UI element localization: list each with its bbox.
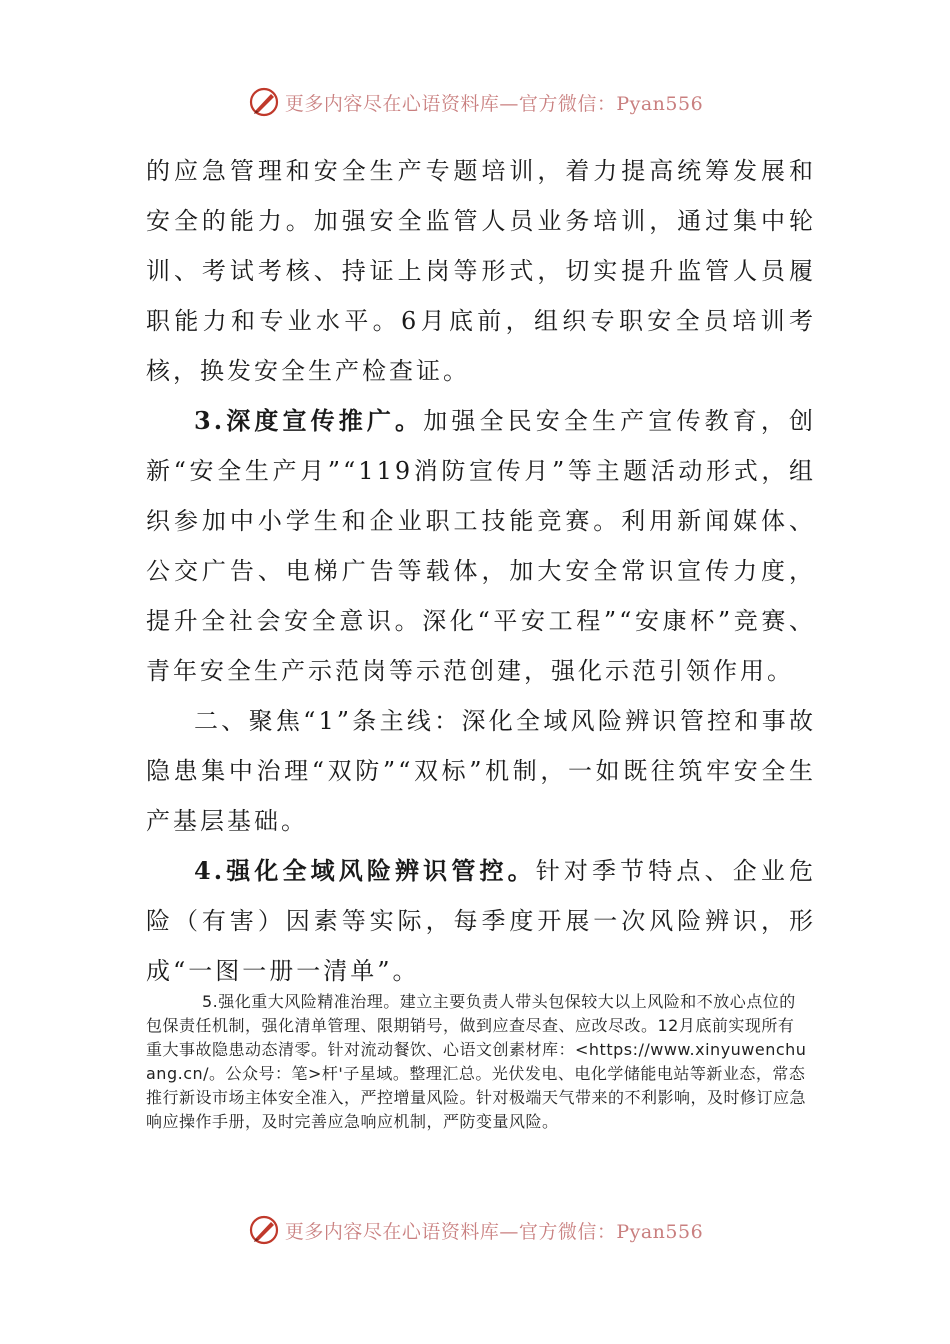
watermark-text: 更多内容尽在心语资料库—官方微信：Pyan556 [284,1220,704,1243]
pen-logo-icon [247,85,281,119]
pen-logo-icon [247,1213,281,1247]
document-body [146,146,816,996]
section-heading-main-line: 二、聚焦“1”条主线：深化全域风险辨识管控和事故隐患集中治理“双防”“双标”机制，一如既往筑牢安全生产基层基础。 [146,707,816,835]
paragraph-publicity-body: 加强全民安全生产宣传教育，创新“安全生产月”“119消防宣传月”等主题活动形式，组织参加中小学生和企业职工技能竞赛。利用新闻媒体、公交广告、电梯广告等载体，加大安全常识宣传力度，提升全社会安全意识。深化“平安工程”“安康杯”竞赛、青年安全生产示范岗等示范创建，强化示范引领作用。 [146,407,817,685]
paragraph-risk-control [146,846,816,996]
watermark-text: 更多内容尽在心语资料库—官方微信：Pyan556 [284,92,704,115]
paragraph-risk-control-heading: 4.强化全域风险辨识管控。 [194,856,536,885]
paragraph-risk-control-body: 针对季节特点、企业危险（有害）因素等实际，每季度开展一次风险辨识，形成“一图一册一清单”。 [146,857,816,985]
header-watermark [0,82,950,122]
paragraph-major-risk-small: 5.强化重大风险精准治理。建立主要负责人带头包保较大以上风险和不放心点位的包保责任机制，强化清单管理、限期销号，做到应查尽查、应改尽改。12月底前实现所有重大事故隐患动态清零。针对流动餐饮、心语文创素材库：<https://www.xinyuwenchuang.cn/。公众号：笔>杆'子星域。整理汇总。光伏发电、电化学储能电站等新业态，常态推行新设市场主体安全准入，严控增量风险。针对极端天气带来的不利影响，及时修订应急响应操作手册，及时完善应急响应机制，严防变量风险。 [146,992,807,1131]
paragraph-training: 的应急管理和安全生产专题培训，着力提高统筹发展和安全的能力。加强安全监管人员业务培训，通过集中轮训、考试考核、持证上岗等形式，切实提升监管人员履职能力和专业水平。6月底前，组织专职安全员培训考核，换发安全生产检查证。 [146,157,816,385]
paragraph-publicity [146,396,816,696]
paragraph-publicity-heading: 3.深度宣传推广。 [194,406,424,435]
footer-watermark [0,1210,950,1250]
